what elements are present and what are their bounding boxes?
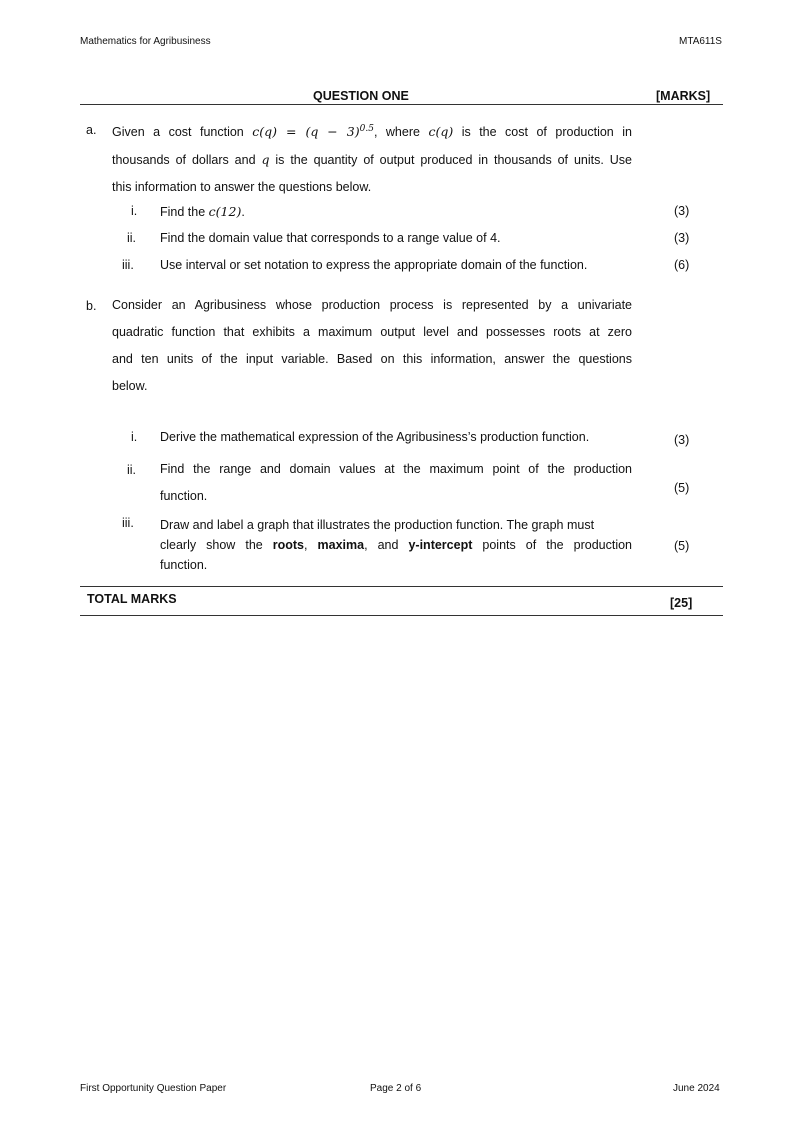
part-b-item-num: i. — [131, 430, 138, 444]
part-a-intro — [112, 116, 632, 201]
total-top-rule — [80, 586, 723, 587]
part-b-item-text: Draw and label a graph that illustrates the production function. The graph must clearly show the roots, maxima, and y-intercept points of the production function. — [160, 518, 632, 572]
cost-function-expression: $c(q) = (q - 3)^{0.5}$ — [252, 124, 374, 140]
part-b-item-text: Derive the mathematical expression of the Agribusiness’s production function. — [160, 430, 590, 444]
part-b-letter: b. — [86, 299, 97, 313]
part-b-intro-line: below. — [112, 379, 148, 393]
part-a-item-num: i. — [131, 204, 138, 218]
part-a-intro-line1: Given a cost function $c(q) = (q - 3)^{0.5}$, where c(q) is the cost of production in — [112, 124, 632, 140]
total-marks-label: TOTAL MARKS — [87, 592, 177, 606]
question-title: QUESTION ONE — [313, 89, 409, 103]
header-course-title: Mathematics for Agribusiness — [80, 36, 211, 47]
part-b-item-marks: (5) — [674, 481, 690, 495]
part-b-item-marks: (5) — [674, 539, 690, 553]
footer-page-number: Page 2 of 6 — [370, 1083, 422, 1094]
part-a-item-num: iii. — [122, 258, 134, 272]
part-a-item-text: Find the domain value that corresponds to a range value of 4. — [160, 231, 501, 245]
part-a-intro-line2: thousands of dollars and q is the quantity of output produced in thousands of units. Use — [112, 152, 632, 168]
part-a-letter: a. — [86, 123, 97, 137]
part-a-item-num: ii. — [127, 231, 137, 245]
part-b-intro-line: and ten units of the input variable. Based on this information, answer the questions — [112, 352, 632, 366]
footer-paper-type: First Opportunity Question Paper — [80, 1083, 227, 1094]
part-a-item-marks: (3) — [674, 231, 690, 245]
part-a-item-marks: (6) — [674, 258, 690, 272]
footer-date: June 2024 — [673, 1083, 720, 1094]
part-b-item-num: iii. — [122, 516, 134, 530]
part-a-item-text: Use interval or set notation to express the appropriate domain of the function. — [160, 258, 588, 272]
cost-function-name: c(q) — [428, 124, 454, 140]
header-course-code: MTA611S — [679, 36, 722, 47]
marks-heading: [MARKS] — [656, 89, 711, 103]
part-b-intro-line: quadratic function that exhibits a maximum output level and possesses roots at zero — [112, 325, 632, 339]
part-b-item-num: ii. — [127, 463, 137, 477]
part-a-intro-line3: this information to answer the questions below. — [112, 180, 372, 195]
part-a-item-marks: (3) — [674, 204, 690, 218]
part-a-item-text: Find the c(12). — [160, 204, 245, 219]
part-b-item-text: Find the range and domain values at the maximum point of the production function. — [160, 462, 632, 503]
total-marks-value: [25] — [670, 596, 693, 610]
part-b-intro — [112, 292, 632, 400]
part-b-intro-line: Consider an Agribusiness whose production process is represented by a univariate — [112, 298, 632, 312]
part-b-item-marks: (3) — [674, 433, 690, 447]
title-underline — [80, 104, 723, 105]
total-bottom-rule — [80, 615, 723, 616]
